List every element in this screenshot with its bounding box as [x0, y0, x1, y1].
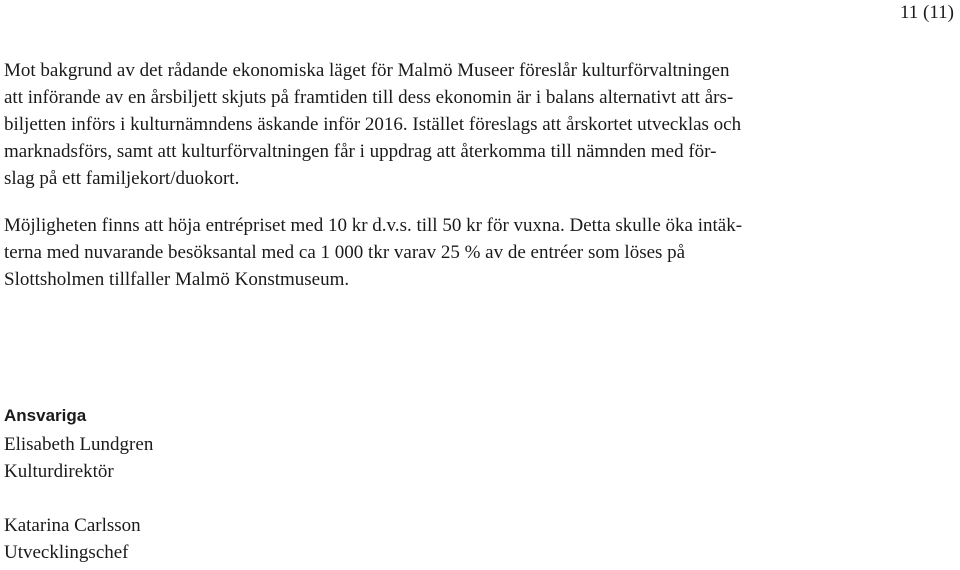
paragraph-line: Mot bakgrund av det rådande ekonomiska läget för Malmö Museer föreslår kulturförvaltningen: [4, 60, 730, 81]
paragraph-annual-pass: [4, 57, 874, 192]
paragraph-entry-price: [4, 212, 874, 293]
responsible-heading: Ansvariga: [4, 406, 87, 425]
signature-block: [4, 512, 141, 566]
signatory-name: Elisabeth Lundgren: [4, 434, 154, 455]
paragraph-line: att införande av en årsbiljett skjuts på framtiden till dess ekonomin är i balans alternativt att års-: [4, 87, 734, 108]
signatory-name: Katarina Carlsson: [4, 515, 141, 536]
paragraph-line: Slottsholmen tillfaller Malmö Konstmuseum.: [4, 269, 350, 290]
page-number: 11 (11): [900, 2, 954, 23]
signatory-title: Utvecklingschef: [4, 542, 129, 563]
paragraph-line: Möjligheten finns att höja entrépriset med 10 kr d.v.s. till 50 kr för vuxna. Detta skulle öka intäk-: [4, 215, 743, 236]
signatory-title: Kulturdirektör: [4, 461, 114, 482]
paragraph-line: biljetten införs i kulturnämndens äskande inför 2016. Istället föreslags att årskortet utvecklas och: [4, 114, 742, 135]
signature-block: [4, 431, 153, 485]
paragraph-line: slag på ett familjekort/duokort.: [4, 168, 240, 189]
paragraph-line: marknadsförs, samt att kulturförvaltningen får i uppdrag att återkomma till nämnden med för-: [4, 141, 717, 162]
paragraph-line: terna med nuvarande besöksantal med ca 1 000 tkr varav 25 % av de entréer som löses på: [4, 242, 686, 263]
